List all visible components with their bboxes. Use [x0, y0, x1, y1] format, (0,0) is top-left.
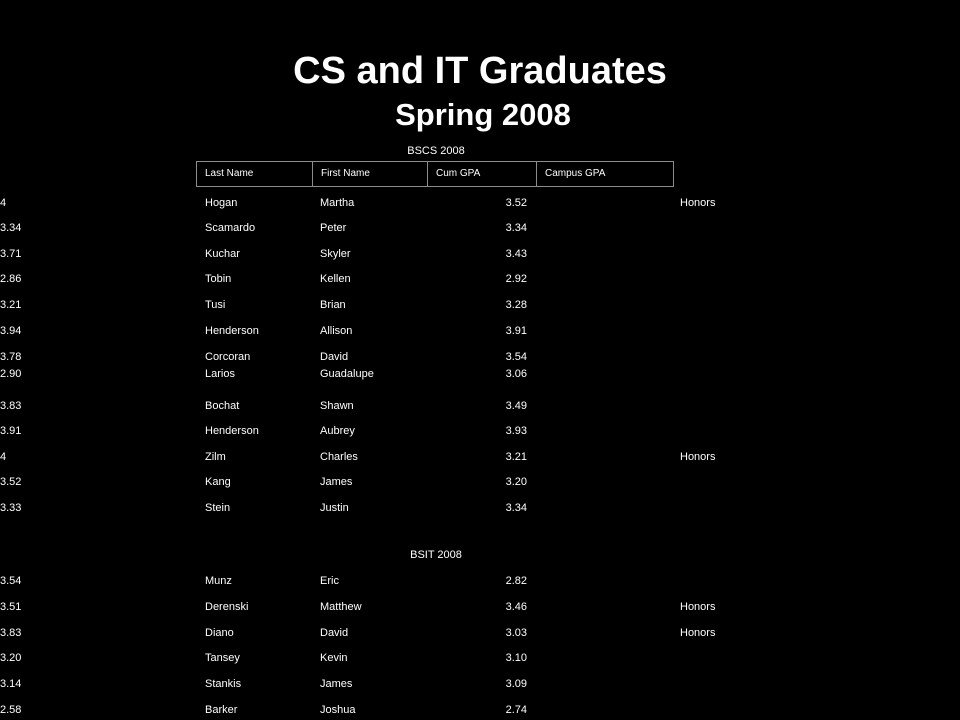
campus-gpa-cell: 3.34	[0, 222, 22, 234]
table-row	[0, 196, 960, 210]
honors-note: Honors	[680, 451, 716, 463]
first-name-cell: Shawn	[320, 400, 354, 412]
last-name-cell: Kang	[205, 476, 231, 488]
last-name-cell: Larios	[205, 368, 235, 380]
table-row	[0, 626, 960, 640]
table-row	[0, 324, 960, 338]
campus-gpa-cell: 3.14	[0, 678, 22, 690]
table-row	[0, 399, 960, 413]
first-name-cell: Charles	[320, 451, 358, 463]
column-header-first-name: First Name	[312, 161, 428, 187]
cum-gpa-cell: 3.10	[505, 652, 527, 664]
campus-gpa-cell: 3.51	[0, 601, 22, 613]
table-row	[0, 298, 960, 312]
cum-gpa-cell: 3.49	[505, 400, 527, 412]
column-header-cum-gpa: Cum GPA	[427, 161, 537, 187]
last-name-cell: Zilm	[205, 451, 226, 463]
last-name-cell: Bochat	[205, 400, 240, 412]
campus-gpa-cell: 3.83	[0, 400, 22, 412]
first-name-cell: David	[320, 627, 349, 639]
table-row	[0, 450, 960, 464]
table-row	[0, 677, 960, 691]
cum-gpa-cell: 3.46	[505, 601, 527, 613]
table-row	[0, 424, 960, 438]
cum-gpa-cell: 3.09	[505, 678, 527, 690]
campus-gpa-cell: 3.71	[0, 248, 22, 260]
table-row	[0, 600, 960, 614]
last-name-cell: Stankis	[205, 678, 242, 690]
cum-gpa-cell: 3.28	[505, 299, 527, 311]
campus-gpa-cell: 3.94	[0, 325, 22, 337]
first-name-cell: Kellen	[320, 273, 351, 285]
last-name-cell: Hogan	[205, 197, 238, 209]
first-name-cell: Guadalupe	[320, 368, 374, 380]
table-row	[0, 350, 960, 364]
first-name-cell: Allison	[320, 325, 353, 337]
cum-gpa-cell: 3.43	[505, 248, 527, 260]
first-name-cell: Martha	[320, 197, 355, 209]
campus-gpa-cell: 3.21	[0, 299, 22, 311]
last-name-cell: Corcoran	[205, 351, 251, 363]
last-name-cell: Tusi	[205, 299, 226, 311]
campus-gpa-cell: 3.83	[0, 627, 22, 639]
first-name-cell: Kevin	[320, 652, 348, 664]
last-name-cell: Henderson	[205, 325, 259, 337]
campus-gpa-cell: 2.90	[0, 368, 22, 380]
campus-gpa-cell: 3.52	[0, 476, 22, 488]
first-name-cell: Skyler	[320, 248, 351, 260]
honors-note: Honors	[680, 601, 716, 613]
table-row	[0, 272, 960, 286]
last-name-cell: Stein	[205, 502, 231, 514]
column-header-campus-gpa: Campus GPA	[536, 161, 674, 187]
last-name-cell: Tobin	[205, 273, 232, 285]
first-name-cell: Aubrey	[320, 425, 355, 437]
table-row	[0, 221, 960, 235]
table-row	[0, 651, 960, 665]
campus-gpa-cell: 3.54	[0, 575, 22, 587]
bscs-section-heading: BSCS 2008	[407, 145, 465, 157]
cum-gpa-cell: 3.52	[505, 197, 527, 209]
first-name-cell: Peter	[320, 222, 347, 234]
cum-gpa-cell: 3.34	[505, 222, 527, 234]
first-name-cell: James	[320, 476, 353, 488]
honors-note: Honors	[680, 197, 716, 209]
cum-gpa-cell: 3.93	[505, 425, 527, 437]
cum-gpa-cell: 2.74	[505, 704, 527, 716]
first-name-cell: David	[320, 351, 349, 363]
page-title: CS and IT Graduates	[293, 50, 667, 92]
cum-gpa-cell: 3.03	[505, 627, 527, 639]
cum-gpa-cell: 3.54	[505, 351, 527, 363]
campus-gpa-cell: 2.86	[0, 273, 22, 285]
first-name-cell: Joshua	[320, 704, 356, 716]
page-subtitle: Spring 2008	[395, 97, 571, 132]
campus-gpa-cell: 4	[0, 197, 7, 209]
column-header-last-name: Last Name	[196, 161, 313, 187]
bsit-section-heading: BSIT 2008	[410, 549, 462, 561]
table-row	[0, 475, 960, 489]
cum-gpa-cell: 3.06	[505, 368, 527, 380]
table-row	[0, 247, 960, 261]
last-name-cell: Munz	[205, 575, 232, 587]
campus-gpa-cell: 3.33	[0, 502, 22, 514]
cum-gpa-cell: 3.91	[505, 325, 527, 337]
table-row	[0, 501, 960, 515]
campus-gpa-cell: 2.58	[0, 704, 22, 716]
cum-gpa-cell: 2.82	[505, 575, 527, 587]
table-header-row	[196, 161, 674, 187]
last-name-cell: Tansey	[205, 652, 240, 664]
first-name-cell: Matthew	[320, 601, 362, 613]
table-row	[0, 367, 960, 381]
cum-gpa-cell: 2.92	[505, 273, 527, 285]
cum-gpa-cell: 3.21	[505, 451, 527, 463]
last-name-cell: Derenski	[205, 601, 249, 613]
cum-gpa-cell: 3.20	[505, 476, 527, 488]
last-name-cell: Barker	[205, 704, 238, 716]
honors-note: Honors	[680, 627, 716, 639]
first-name-cell: James	[320, 678, 353, 690]
campus-gpa-cell: 3.78	[0, 351, 22, 363]
first-name-cell: Brian	[320, 299, 346, 311]
table-row	[0, 703, 960, 717]
last-name-cell: Scamardo	[205, 222, 256, 234]
cum-gpa-cell: 3.34	[505, 502, 527, 514]
last-name-cell: Kuchar	[205, 248, 240, 260]
campus-gpa-cell: 4	[0, 451, 7, 463]
campus-gpa-cell: 3.91	[0, 425, 22, 437]
campus-gpa-cell: 3.20	[0, 652, 22, 664]
table-row	[0, 574, 960, 588]
first-name-cell: Eric	[320, 575, 339, 587]
first-name-cell: Justin	[320, 502, 349, 514]
last-name-cell: Henderson	[205, 425, 259, 437]
last-name-cell: Diano	[205, 627, 234, 639]
